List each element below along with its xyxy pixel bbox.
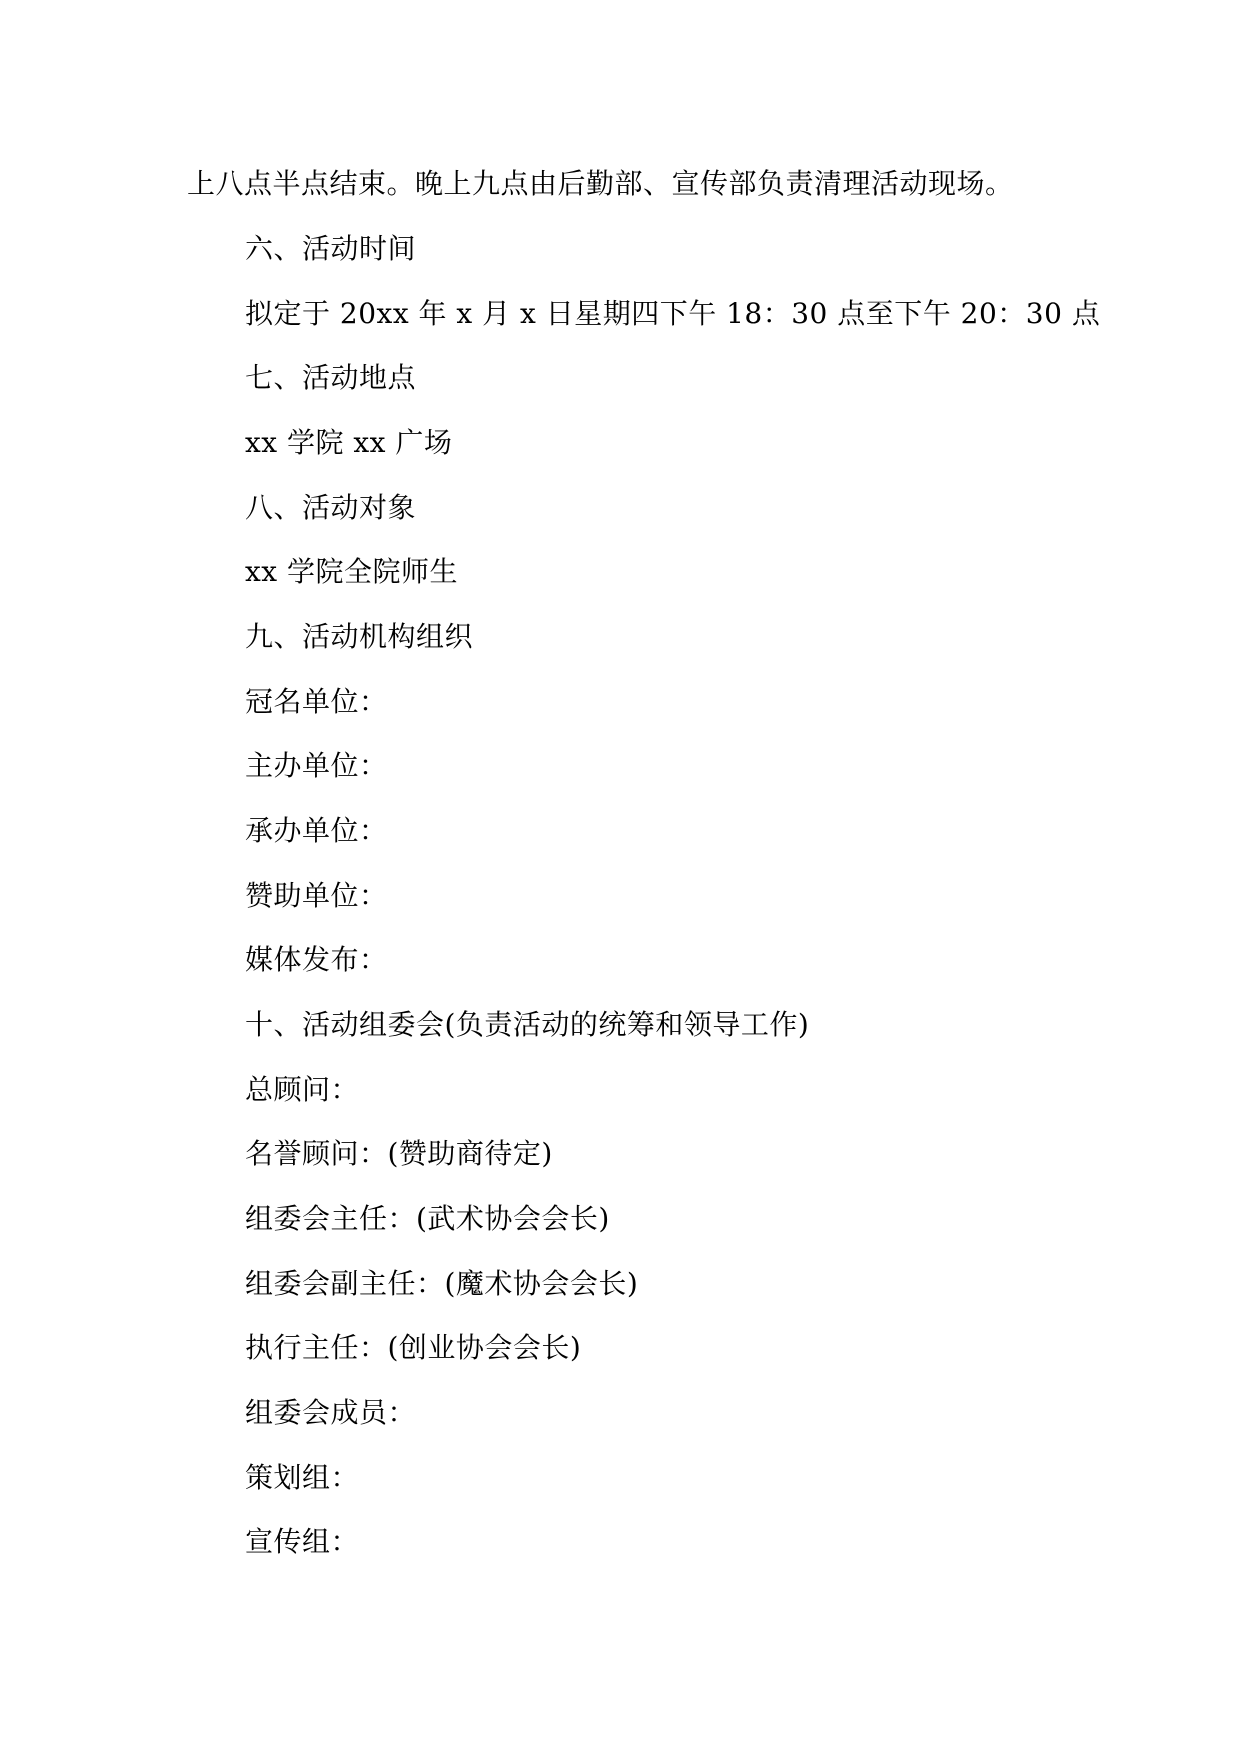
host-label: 主办单位： [245,749,388,782]
section-heading-organization: 九、活动机构组织 [245,620,474,653]
publicity-group-label: 宣传组： [245,1525,360,1558]
committee-director-label: 组委会主任：(武术协会会长) [245,1202,610,1235]
organizer-label: 承办单位： [245,814,388,847]
media-label: 媒体发布： [245,943,388,976]
committee-deputy-director-label: 组委会副主任：(魔术协会会长) [245,1267,639,1300]
time-detail: 拟定于 20xx 年 x 月 x 日星期四下午 18：30 点至下午 20：30 点 [245,297,1101,330]
audience-detail: xx 学院全院师生 [245,555,458,588]
committee-members-label: 组委会成员： [245,1396,417,1429]
honorary-advisor-label: 名誉顾问：(赞助商待定) [245,1137,553,1170]
paragraph-continuation: 上八点半点结束。晚上九点由后勤部、宣传部负责清理活动现场。 [187,167,1014,200]
section-heading-committee: 十、活动组委会(负责活动的统筹和领导工作) [245,1008,810,1041]
planning-group-label: 策划组： [245,1461,360,1494]
location-detail: xx 学院 xx 广场 [245,426,453,459]
section-heading-location: 七、活动地点 [245,361,417,394]
sponsor-label: 赞助单位： [245,879,388,912]
chief-advisor-label: 总顾问： [245,1073,360,1106]
section-heading-time: 六、活动时间 [245,232,417,265]
section-heading-audience: 八、活动对象 [245,491,417,524]
title-sponsor-label: 冠名单位： [245,685,388,718]
executive-director-label: 执行主任：(创业协会会长) [245,1331,582,1364]
